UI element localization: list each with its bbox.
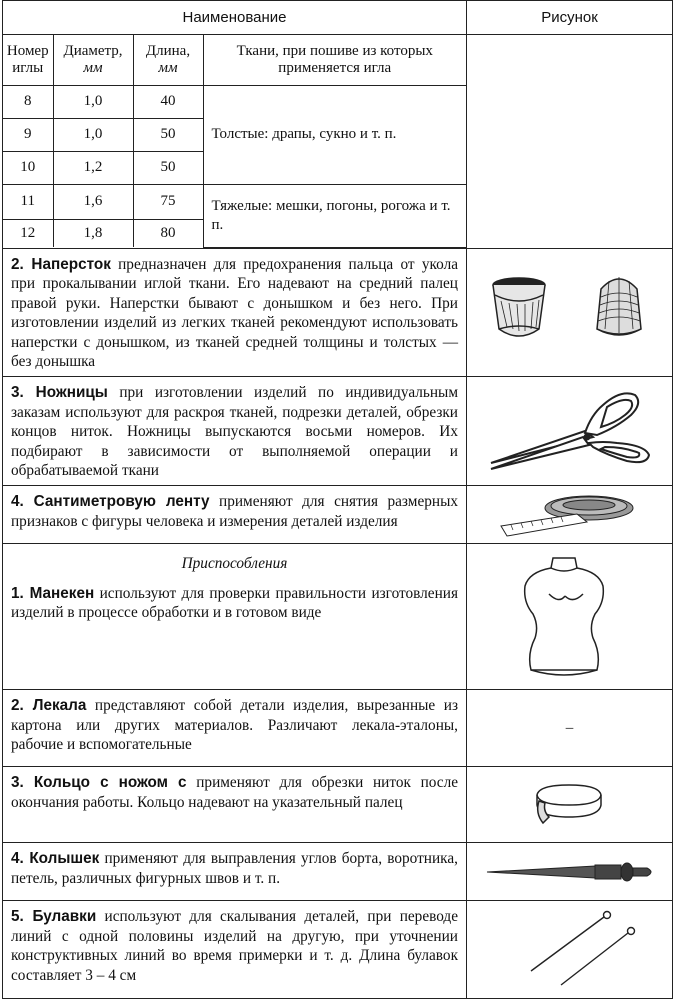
- patterns-picture: –: [467, 690, 673, 767]
- ring-row: [3, 767, 467, 843]
- item-text: применяют для снятия размерных признаков с фигуры человека и измерения деталей изделия: [11, 493, 458, 530]
- needle-diameter: 1,6: [53, 184, 133, 219]
- peg-picture: [467, 843, 673, 901]
- item-title: 4. Сантиметровую ленту: [11, 493, 210, 511]
- ring-knife-icon: [529, 777, 609, 831]
- needle-diameter: 1,0: [53, 118, 133, 151]
- tape-row: [3, 486, 467, 544]
- item-text: представляют собой детали изделия, вырезанные из картона или других материалов. Различают лекала-эталоны, рабочие и вспомогательные: [11, 697, 459, 754]
- tools-table: [2, 0, 673, 999]
- needle-number: 10: [3, 151, 53, 184]
- needle-length: 75: [133, 184, 203, 219]
- col-diameter: [53, 35, 133, 85]
- needle-length: 40: [133, 85, 203, 118]
- item-title: 5. Булавки: [11, 908, 97, 926]
- col-length: [133, 35, 203, 85]
- needle-diameter: 1,0: [53, 85, 133, 118]
- pins-picture: [467, 901, 673, 999]
- section-title: Приспособления: [181, 555, 288, 573]
- item-title: 1. Манекен: [11, 584, 95, 602]
- col-diameter-label: Диаметр,: [63, 42, 123, 59]
- needle-length: 80: [133, 219, 203, 247]
- item-text: применяют для выправления углов борта, воротника, петель, различных фигурных швов и т. п.: [11, 850, 458, 887]
- col-diameter-unit: мм: [83, 59, 103, 76]
- mannequin-row: [3, 544, 467, 690]
- item-text: используют для скалывания деталей, при переводе линий с одной половины изделий на другую, при уточнении конструктивных линий во время примерки и т. д. Длина булавок составляет 3 – 4 см: [11, 908, 459, 984]
- header-picture: Рисунок: [467, 1, 673, 35]
- needle-diameter: 1,8: [53, 219, 133, 247]
- item-title: 3. Кольцо с ножом с: [11, 774, 187, 792]
- fabric-thick: Толстые: драпы, сукно и т. п.: [203, 85, 466, 184]
- item-text: используют для проверки правильности изготовления изделий в процессе обработки и в готовом виде: [11, 584, 459, 622]
- peg-icon: [485, 857, 657, 887]
- thimble-icon: [479, 267, 659, 347]
- needle-length: 50: [133, 151, 203, 184]
- mannequin-picture: [467, 544, 673, 690]
- needle-number: 12: [3, 219, 53, 247]
- item-text: предназначен для предохранения пальца от укола при прокалывании иглой ткани. Его надевают на средний палец правой руки. Наперстки бывают с донышком и без него. При изготовлении изделий из легких тканей рекомендуют использовать наперстки с донышком, из тканей средней толщины и толстых — без донышка: [11, 255, 458, 371]
- thimble-picture: [467, 248, 673, 377]
- tape-measure-icon: [497, 490, 647, 540]
- needle-diameter: 1,2: [53, 151, 133, 184]
- ring-picture: [467, 767, 673, 843]
- pins-row: [3, 901, 467, 999]
- scissors-icon: [485, 385, 655, 477]
- peg-row: [3, 843, 467, 901]
- scissors-row: [3, 377, 467, 486]
- needle-number: 11: [3, 184, 53, 219]
- scissors-picture: [467, 377, 673, 486]
- needles-cell: [3, 35, 467, 249]
- header-name: Наименование: [3, 1, 467, 35]
- mannequin-icon: [509, 554, 619, 680]
- item-title: 3. Ножницы: [11, 384, 108, 402]
- col-fabric: Ткани, при пошиве из которых применяется игла: [203, 35, 466, 85]
- needle-number: 9: [3, 118, 53, 151]
- needles-table: [3, 35, 466, 248]
- item-text: применяют для обрезки ниток после окончания работы. Кольцо надевают на указательный палец: [11, 774, 459, 811]
- needle-number: 8: [3, 85, 53, 118]
- col-length-label: Длина,: [145, 42, 191, 59]
- item-text: при изготовлении изделий по индивидуальным заказам используют для раскроя тканей, подрезки деталей, обрезки концов ниток. Ножницы выпускаются восьми номеров. Их подбирают в зависимости от выполняемой операции и обрабатываемой ткани: [11, 384, 459, 480]
- patterns-row: [3, 690, 467, 767]
- needle-picture-cell: [467, 35, 673, 249]
- tape-picture: [467, 486, 673, 544]
- item-title: 4. Колышек: [11, 850, 100, 868]
- pins-icon: [525, 909, 645, 989]
- col-number: Номер иглы: [3, 35, 53, 85]
- fabric-heavy: Тяжелые: мешки, погоны, рогожа и т. п.: [203, 184, 466, 247]
- item-title: 2. Наперсток: [11, 255, 111, 273]
- item-title: 2. Лекала: [11, 697, 87, 715]
- needle-length: 50: [133, 118, 203, 151]
- thimble-row: [3, 248, 467, 377]
- col-length-unit: мм: [158, 59, 178, 76]
